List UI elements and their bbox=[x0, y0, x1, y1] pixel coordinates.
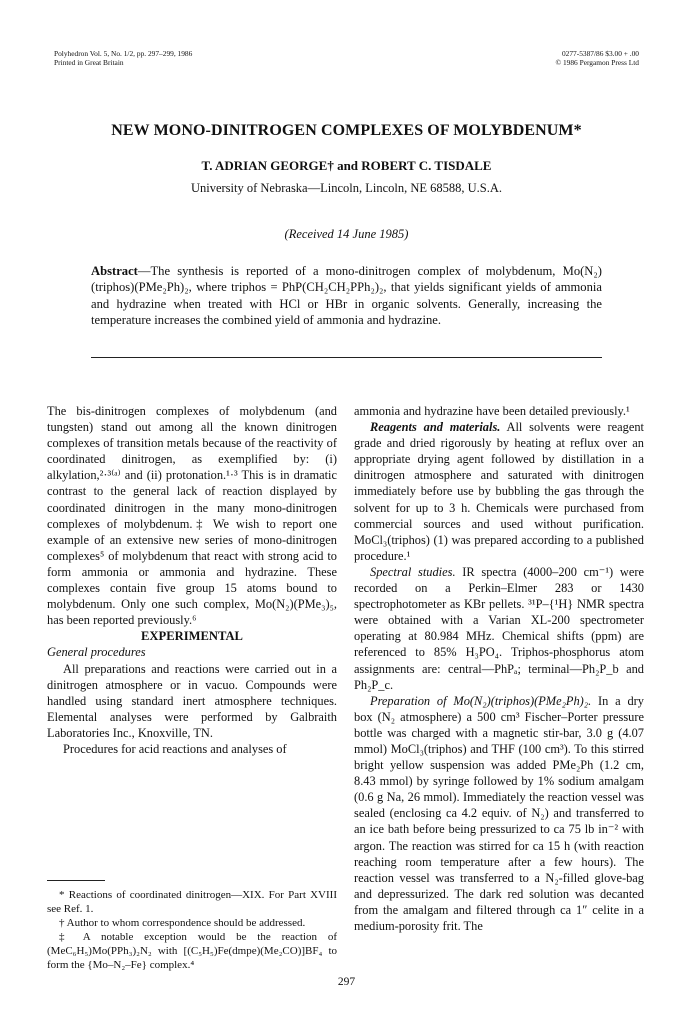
affiliation: University of Nebraska—Lincoln, Lincoln, NE 68588, U.S.A. bbox=[190, 181, 503, 195]
analyses-continuation: ammonia and hydrazine have been detailed previously.¹ bbox=[354, 404, 630, 418]
footnote-correspondence: † Author to whom correspondence should be addressed. bbox=[59, 917, 306, 930]
left-column bbox=[47, 403, 337, 757]
received-date: (Received 14 June 1985) bbox=[284, 227, 409, 241]
page-number: 297 bbox=[337, 976, 356, 988]
experimental-heading: EXPERIMENTAL bbox=[141, 629, 243, 644]
preparation-text: In a dry box (N₂ atmosphere) a 500 cm³ Fischer–Porter pressure bottle was charged with a magnetic stir-bar, 3.0 g (4.07 mmol) MoCl₃(triphos) and THF (100 cm³). To this stirred bright yellow suspension was added PMe₂Ph (1.2 cm, 8.43 mmol) by syringe followed by 1% sodium amalgam (0.6 g Na, 26 mmol). Immediately the reaction vessel was sealed (enclosing ca 4.2 equiv. of N₂) and transferred to an ice bath before being pressurized to ca 75 lb in⁻² with argon. The reaction was stirred for ca 15 h (with reaction reaching room temperature after a few hours). The reaction vessel was transferred to a N₂-filled glove-bag and depressurized. The dark red solution was decanted from the amalgam and filtered through ca 1″ celite in a medium-porosity frit. The bbox=[354, 693, 644, 933]
footnote-divider bbox=[47, 880, 105, 881]
general-procedures-paragraph: All preparations and reactions were carried out in a dinitrogen atmosphere or in vacuo. Compounds were handled using standard inert atmosphere techniques. Elemental analyses were performed by Galbraith Laboratories Inc., Knoxville, TN. bbox=[47, 661, 337, 740]
abstract-label: Abstract bbox=[91, 264, 138, 278]
preparation-heading: Preparation of Mo(N₂)(triphos)(PMe₂Ph)₂. bbox=[370, 693, 592, 708]
acid-procedures-paragraph: Procedures for acid reactions and analyses of bbox=[63, 741, 287, 756]
printed-in: Printed in Great Britain bbox=[54, 58, 124, 67]
reagents-heading: Reagents and materials. bbox=[370, 420, 501, 435]
footnote-exception: ‡ A notable exception would be the reaction of (MeC₆H₅)Mo(PPh₃)₂N₂ with [(C₅H₅)Fe(dmpe)(Me₂CO)]BF₄ to form the {Mo–N₂–Fe} complex.⁴ bbox=[47, 931, 337, 972]
preparation-paragraph bbox=[354, 693, 644, 934]
right-column bbox=[354, 403, 644, 934]
spectral-heading: Spectral studies. bbox=[370, 564, 456, 579]
spectral-text: IR spectra (4000–200 cm⁻¹) were recorded on a Perkin–Elmer 283 or 1430 spectrophotometer as KBr pellets. ³¹P–{¹H} NMR spectra were obtained with a Varian XL-200 spectrometer operating at 80.984 MHz. Chemical shifts (ppm) are referenced to 85% H₃PO₄. Triphos-phosphorus atom assignments are: central—PhPₐ; terminal—Ph₂P_b and Ph₂P_c. bbox=[354, 564, 644, 692]
copyright: © 1986 Pergamon Press Ltd bbox=[555, 58, 639, 67]
abstract-text: —The synthesis is reported of a mono-dinitrogen complex of molybdenum, Mo(N₂)(triphos)(PMe₂Ph)₂, where triphos = PhP(CH₂CH₂PPh₂)₂, that yields significant yields of ammonia and hydrazine when treated with HCl or HBr in organic solvents. Generally, increasing the temperature increases the combined yield of ammonia and hydrazine. bbox=[91, 264, 602, 327]
authors: T. ADRIAN GEORGE† and ROBERT C. TISDALE bbox=[201, 158, 492, 173]
issn-price: 0277-5387/86 $3.00 + .00 bbox=[561, 49, 639, 58]
journal-header-right bbox=[556, 49, 640, 67]
reagents-paragraph bbox=[354, 419, 644, 564]
paper-title: NEW MONO-DINITROGEN COMPLEXES OF MOLYBDENUM* bbox=[111, 122, 582, 139]
general-procedures-heading: General procedures bbox=[47, 645, 146, 660]
intro-paragraph: The bis-dinitrogen complexes of molybdenum (and tungsten) stand out among all the known dinitrogen complexes of transition metals because of the reactivity of coordinated dinitrogen, as exemplified by: (i) alkylation,²·³⁽ᵃ⁾ and (ii) protonation.¹·³ This is in dramatic contrast to the general lack of reaction displayed by coordinated dinitrogen in the many mono-dinitrogen complexes of molybdenum.‡ We wish to report one example of an extensive new series of mono-dinitrogen complexes⁵ of molybdenum that react with strong acid to form ammonia or ammonia and hydrazine. These complexes contain five group 15 atoms bound to molybdenum. Only one such complex, Mo(N₂)(PMe₃)₅, has been reported previously.⁶ bbox=[47, 404, 337, 628]
spectral-paragraph bbox=[354, 564, 644, 693]
footnotes bbox=[47, 888, 337, 973]
abstract-divider bbox=[91, 357, 602, 358]
footnote-series: * Reactions of coordinated dinitrogen—XIX. For Part XVIII see Ref. 1. bbox=[47, 889, 337, 916]
journal-citation: Polyhedron Vol. 5, No. 1/2, pp. 297–299, 1986 bbox=[54, 49, 193, 58]
reagents-text: All solvents were reagent grade and dried rigorously by heating at reflux over an appropriate drying agent followed by distillation in a dinitrogen atmosphere and saturated with dinitrogen immediately before use by bubbling the gas through the solvent for up to 3 h. Chemicals were purchased from commercial sources and used without purification. MoCl₃(triphos) (1) was prepared according to a published procedure.¹ bbox=[354, 420, 644, 563]
abstract bbox=[91, 263, 602, 328]
journal-header-left bbox=[54, 49, 192, 67]
